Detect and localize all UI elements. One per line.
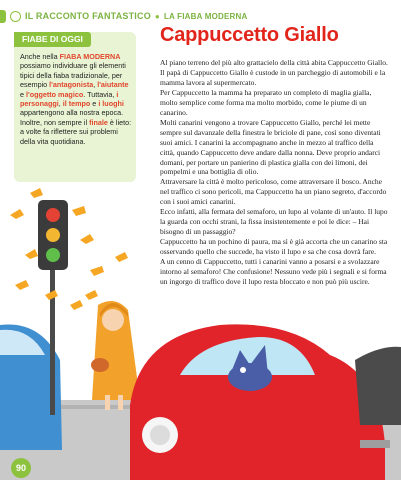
highlight-term: l'oggetto magico xyxy=(26,89,84,99)
story-paragraph: Molti canarini vengono a trovare Cappuccetto Giallo, perché lei mette sempre sul davanzale della finestra le briciole di pane, così sono diventati suoi amici. I canarini la accompagnano anche in mezzo al traffico della città, quando Cappuccetto deve andare dalla nonna. Deve proprio andarci domani, per portare un panierino di plastica gialla con dei limoni, dei pompelmi e una bottiglia di olio. xyxy=(160,117,381,177)
info-text-segment: è lieto: a volte fa riflettere sui problemi della vita quotidiana. xyxy=(20,117,132,146)
info-text-segment: e xyxy=(20,89,26,99)
header-bar xyxy=(0,10,6,23)
info-text-segment: , xyxy=(58,99,63,109)
story-paragraph: Attraversare la città è molto pericoloso, come attraversare il bosco. Anche nel traffico ci sono pericoli, ma Cappuccetto ha un piano segreto, d'accordo con i suoi amici canarini. xyxy=(160,177,387,207)
story-paragraph: Per Cappuccetto la mamma ha preparato un completo di maglia gialla, molto semplice come forma ma molto morbido, come le piume di un canarino. xyxy=(160,87,372,117)
highlight-term: FIABA MODERNA xyxy=(59,52,121,61)
info-text-segment: , xyxy=(93,80,98,90)
highlight-term: l'aiutante xyxy=(97,80,129,90)
story-paragraph: Al piano terreno del più alto grattacielo della città abita Cappuccetto Giallo. Il papà di Cappuccetto Giallo è custode in un parcheggio di automobili e la mamma lavora al supermercato. xyxy=(160,58,388,87)
info-box xyxy=(14,32,136,182)
highlight-term: l'antagonista xyxy=(49,80,94,90)
info-box-text xyxy=(20,52,132,146)
section-header xyxy=(0,8,401,24)
highlight-term: finale xyxy=(89,117,108,127)
bullet-icon: ● xyxy=(154,11,160,21)
info-text-segment: appartengono alla nostra epoca. Inoltre, non sempre il xyxy=(20,108,124,127)
info-text-segment: Anche nella xyxy=(20,52,60,61)
info-text-segment: possiamo individuare gli elementi tipici della fiaba tradizionale, per esempio xyxy=(20,61,126,90)
info-box-label: FIABE DI OGGI xyxy=(14,32,91,47)
dark-car xyxy=(355,347,401,425)
story-paragraph: Ecco infatti, alla fermata del semaforo, un lupo al volante di un'auto. Il lupo la guarda con occhi strani, la fissa insistentemente e poi le dice: – Hai bisogno di un passaggio? xyxy=(160,207,388,237)
story-title: Cappuccetto Giallo xyxy=(160,24,339,46)
section-title: IL RACCONTO FANTASTICO xyxy=(25,11,151,21)
highlight-term: il tempo xyxy=(62,99,91,109)
circle-icon xyxy=(10,11,21,22)
info-text-segment: . Tuttavia, xyxy=(83,89,117,99)
story-paragraph: Cappuccetto ha un pochino di paura, ma sì è già accorta che un canarino sta osservando quello che succede, ha visto il lupo e sa che cosa dovrà fare. xyxy=(160,237,388,257)
subsection-title: LA FIABA MODERNA xyxy=(163,11,248,21)
page-number: 90 xyxy=(11,458,31,478)
info-text-segment: e xyxy=(90,99,99,109)
highlight-term: i personaggi xyxy=(20,89,119,109)
red-car xyxy=(130,324,390,480)
highlight-term: i luoghi xyxy=(98,99,124,109)
illustration xyxy=(0,185,401,480)
canary-birds xyxy=(10,188,128,310)
story-paragraph: A un cenno di Cappuccetto, tutti i canarini vanno a posarsi e a svolazzare intorno al semaforo! Che confusione! Nessuno vede più i segnali e si forma un ingorgo di traffico dove il lupo resta bloccato e non può più uscire. xyxy=(160,257,387,286)
